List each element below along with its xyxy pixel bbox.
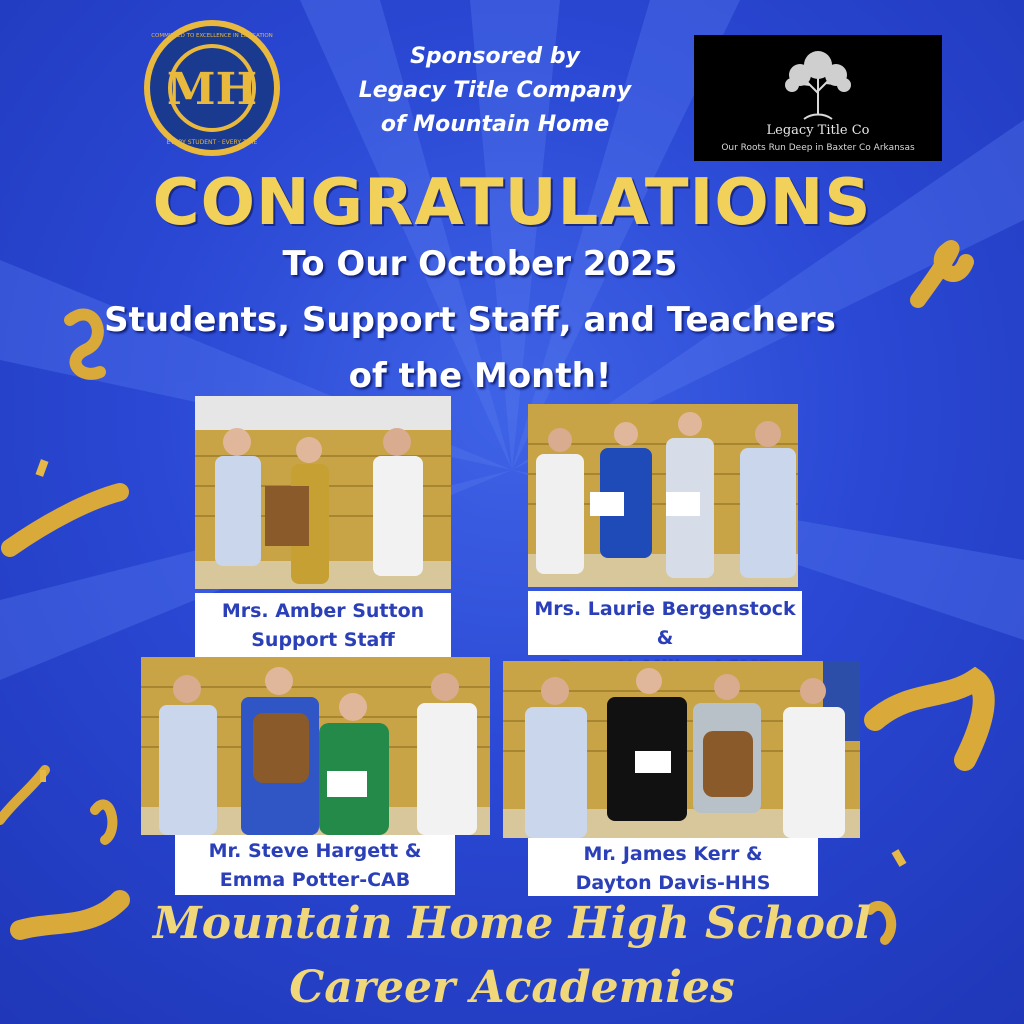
logo-ring-top: COMMITTED TO EXCELLENCE IN EDUCATION bbox=[151, 33, 273, 39]
headline: CONGRATULATIONS bbox=[152, 166, 872, 240]
honoree-photo-4 bbox=[503, 661, 860, 838]
honoree-4-role: Dayton Davis-HHS bbox=[575, 872, 771, 894]
sponsor-text bbox=[330, 40, 660, 142]
honoree-photo-3 bbox=[141, 657, 490, 835]
sponsor-line-2: Legacy Title Company bbox=[358, 78, 632, 103]
honoree-3-name: Mr. Steve Hargett & bbox=[208, 840, 422, 862]
sponsor-logo-name: Legacy Title Co bbox=[766, 123, 870, 138]
ribbon-1 bbox=[918, 248, 966, 300]
sponsor-logo bbox=[694, 35, 942, 161]
ribbon-6 bbox=[95, 804, 112, 840]
honoree-photo-2 bbox=[528, 404, 798, 587]
confetti-piece bbox=[892, 849, 907, 867]
subheadline-line-3: of the Month! bbox=[348, 356, 612, 396]
honoree-2-name: Mrs. Laurie Bergenstock & bbox=[534, 598, 796, 649]
honoree-caption-1 bbox=[195, 593, 451, 659]
honoree-1-name: Mrs. Amber Sutton bbox=[221, 600, 425, 622]
honoree-caption-4 bbox=[528, 838, 818, 896]
subheadline-line-2: Students, Support Staff, and Teachers bbox=[104, 300, 836, 340]
ribbon-3 bbox=[10, 492, 120, 548]
confetti-piece bbox=[40, 770, 46, 782]
honoree-4-name: Mr. James Kerr & bbox=[583, 843, 763, 865]
ribbon-4 bbox=[875, 680, 984, 760]
footer-line-2: Career Academies bbox=[289, 962, 735, 1013]
confetti-piece bbox=[36, 459, 49, 477]
school-logo bbox=[142, 18, 282, 158]
subheadline-line-1: To Our October 2025 bbox=[282, 244, 678, 284]
sponsor-line-1: Sponsored by bbox=[410, 44, 580, 69]
honoree-photo-1 bbox=[195, 396, 451, 589]
tree-icon bbox=[694, 35, 942, 125]
honoree-1-role: Support Staff bbox=[251, 629, 395, 651]
logo-monogram: MH bbox=[166, 64, 258, 115]
honoree-caption-2 bbox=[528, 591, 802, 655]
honoree-3-role: Emma Potter-CAB bbox=[219, 869, 411, 891]
sponsor-logo-tagline: Our Roots Run Deep in Baxter Co Arkansas bbox=[721, 143, 915, 153]
footer-line-1: Mountain Home High School bbox=[152, 898, 871, 949]
honoree-caption-3 bbox=[175, 835, 455, 895]
sponsor-line-3: of Mountain Home bbox=[380, 112, 610, 137]
ribbon-8 bbox=[0, 770, 45, 820]
logo-ring-bottom: EVERY STUDENT · EVERY TIME bbox=[166, 139, 258, 146]
